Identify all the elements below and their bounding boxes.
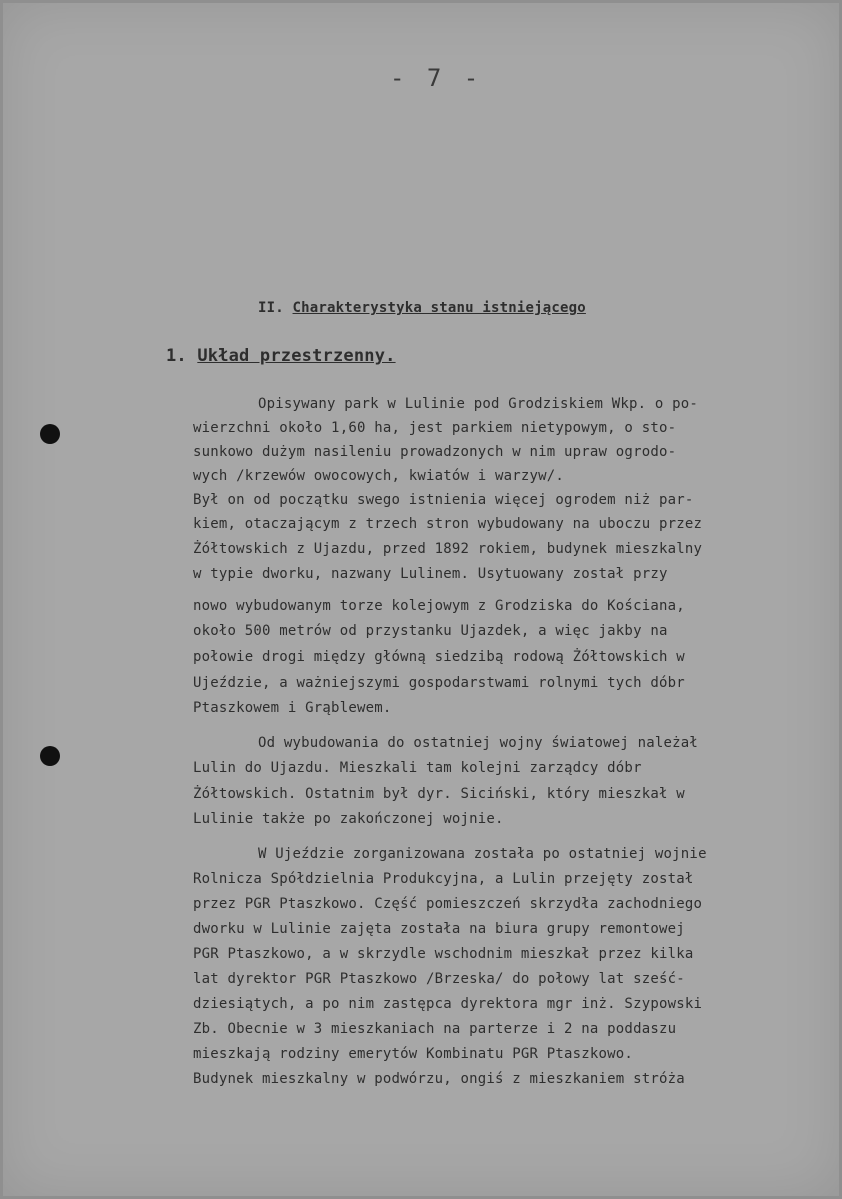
paragraph-line: nowo wybudowanym torze kolejowym z Grodziska do Kościana, xyxy=(193,598,685,614)
section-heading xyxy=(258,300,586,316)
paragraph-line: Rolnicza Spółdzielnia Produkcyjna, a Lulin przejęty został xyxy=(193,871,694,887)
paragraph-line: Ujeździe, a ważniejszymi gospodarstwami rolnymi tych dóbr xyxy=(193,675,685,691)
paragraph-line: wierzchni około 1,60 ha, jest parkiem nietypowym, o sto- xyxy=(193,420,677,436)
paragraph-line: wych /krzewów owocowych, kwiatów i warzyw/. xyxy=(193,468,565,484)
paragraph-line: kiem, otaczającym z trzech stron wybudowany na uboczu przez xyxy=(193,516,703,532)
paragraph-line: Był on od początku swego istnienia więcej ogrodem niż par- xyxy=(193,492,694,508)
punch-hole xyxy=(40,424,60,444)
paragraph-line: dziesiątych, a po nim zastępca dyrektora mgr inż. Szypowski xyxy=(193,996,703,1012)
subsection-numeral: 1. xyxy=(166,346,187,366)
paragraph-line: Ptaszkowem i Grąblewem. xyxy=(193,700,392,716)
punch-hole xyxy=(40,746,60,766)
paragraph-line: Żółtowskich. Ostatnim był dyr. Siciński, który mieszkał w xyxy=(193,786,685,802)
paragraph-line: Zb. Obecnie w 3 mieszkaniach na parterze i 2 na poddaszu xyxy=(193,1021,677,1037)
paragraph-line: w typie dworku, nazwany Lulinem. Usytuowany został przy xyxy=(193,566,668,582)
paragraph-line: Opisywany park w Lulinie pod Grodziskiem Wkp. o po- xyxy=(258,396,699,412)
paragraph-line: PGR Ptaszkowo, a w skrzydle wschodnim mieszkał przez kilka xyxy=(193,946,694,962)
paragraph-line: lat dyrektor PGR Ptaszkowo /Brzeska/ do połowy lat sześć- xyxy=(193,971,685,987)
paragraph-line: sunkowo dużym nasileniu prowadzonych w nim upraw ogrodo- xyxy=(193,444,677,460)
paragraph-line: W Ujeździe zorganizowana została po ostatniej wojnie xyxy=(258,846,707,862)
paragraph-line: Budynek mieszkalny w podwórzu, ongiś z mieszkaniem stróża xyxy=(193,1071,685,1087)
paragraph-line: dworku w Lulinie zajęta została na biura grupy remontowej xyxy=(193,921,685,937)
paragraph-line: połowie drogi między główną siedzibą rodową Żółtowskich w xyxy=(193,649,685,665)
paragraph-line: mieszkają rodziny emerytów Kombinatu PGR Ptaszkowo. xyxy=(193,1046,634,1062)
paragraph-line: około 500 metrów od przystanku Ujazdek, a więc jakby na xyxy=(193,623,668,639)
paragraph-line: Lulin do Ujazdu. Mieszkali tam kolejni zarządcy dóbr xyxy=(193,760,642,776)
paragraph-line: przez PGR Ptaszkowo. Część pomieszczeń skrzydła zachodniego xyxy=(193,896,703,912)
page-number: - 7 - xyxy=(390,64,483,92)
paragraph-line: Od wybudowania do ostatniej wojny światowej należał xyxy=(258,735,699,751)
section-title: Charakterystyka stanu istniejącego xyxy=(292,300,586,316)
subsection-heading xyxy=(166,346,396,366)
paragraph-line: Żółtowskich z Ujazdu, przed 1892 rokiem, budynek mieszkalny xyxy=(193,541,703,557)
paragraph-line: Lulinie także po zakończonej wojnie. xyxy=(193,811,504,827)
subsection-title: Układ przestrzenny. xyxy=(197,346,396,366)
section-numeral: II. xyxy=(258,300,284,316)
